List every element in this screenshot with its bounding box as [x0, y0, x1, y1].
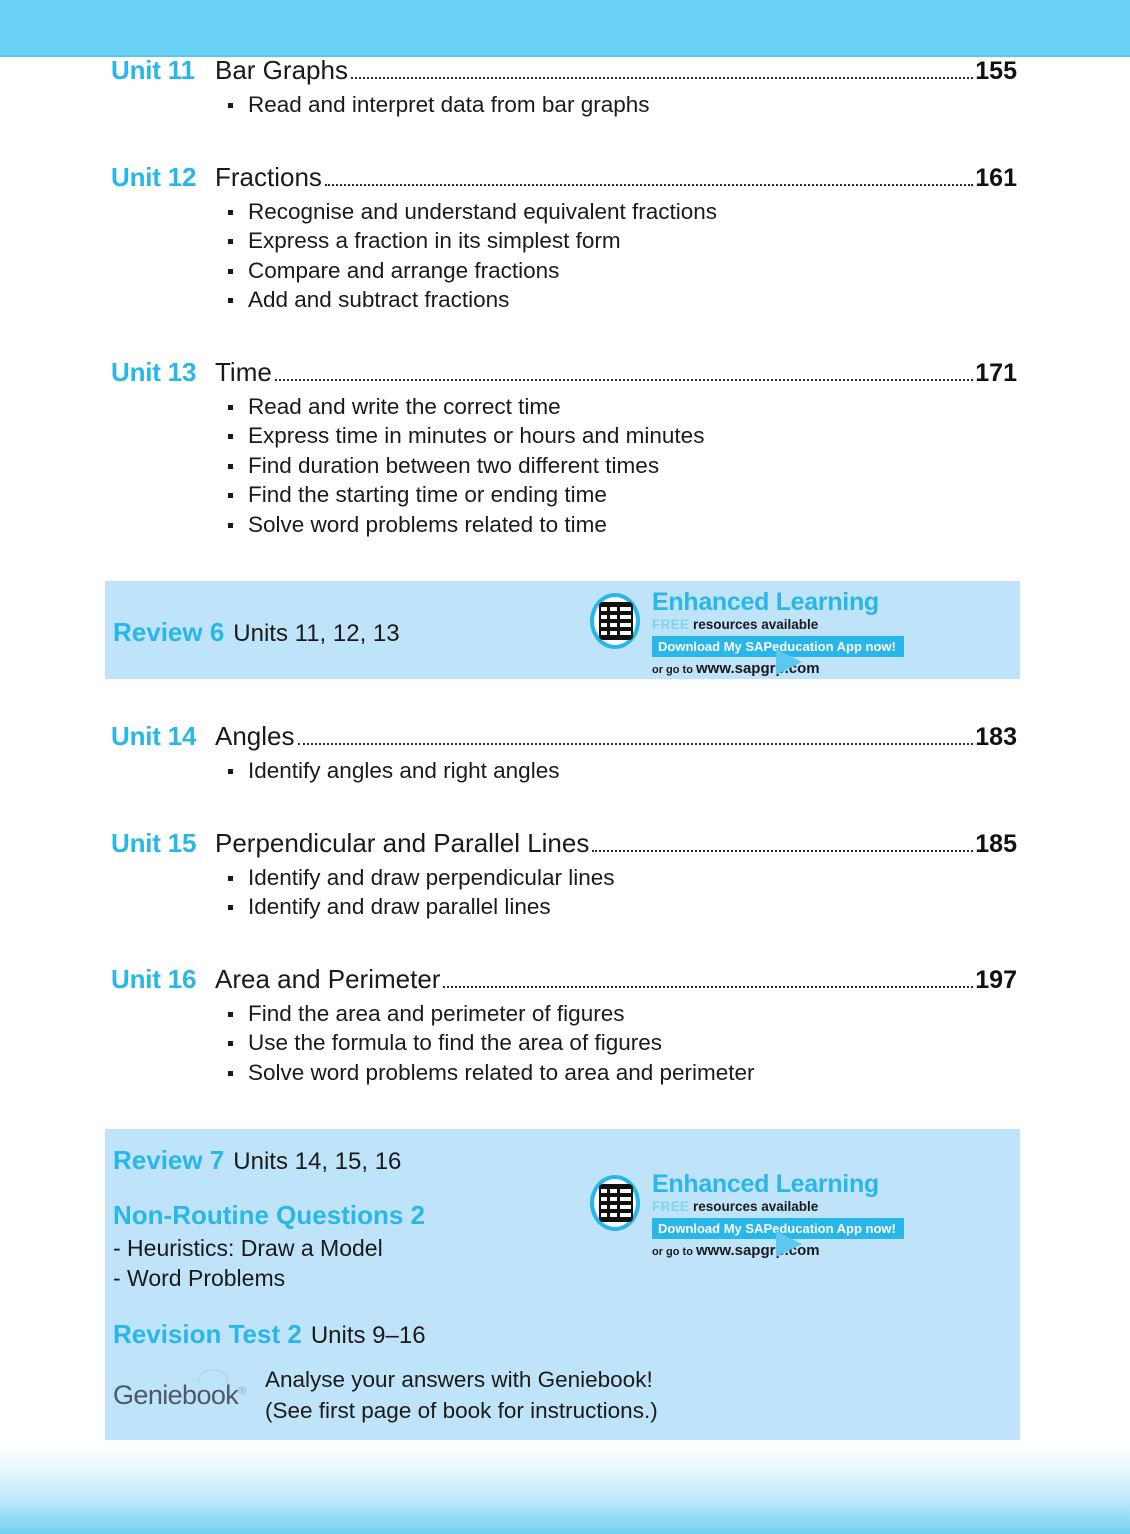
toc-entry-header[interactable]: [0, 357, 1130, 388]
list-item: Read and interpret data from bar graphs: [226, 90, 1130, 120]
review-7-panel: [105, 1129, 1020, 1440]
review-units: Units 14, 15, 16: [233, 1148, 402, 1175]
revision-test-units: Units 9–16: [310, 1322, 426, 1349]
objective-list: [0, 863, 1130, 922]
objective-list: [0, 197, 1130, 315]
dot-leader: [275, 378, 973, 381]
unit-label: Unit 15: [111, 827, 197, 858]
toc-entry-unit-16: [0, 964, 1130, 1088]
page-bottom-band: [0, 1444, 1130, 1534]
arrow-icon: [776, 1231, 802, 1257]
download-app-button[interactable]: Download My SAPeducation App now!: [652, 636, 904, 657]
revision-test-line: [105, 1293, 1020, 1350]
page-top-band: [0, 0, 1130, 57]
resources-text: resources available: [692, 617, 819, 632]
goto-prefix: or go to: [652, 664, 696, 676]
geniebook-row: [105, 1350, 1020, 1426]
review-label: Review 6: [113, 617, 225, 647]
registered-mark: ®: [238, 1384, 246, 1397]
list-item: Solve word problems related to time: [226, 510, 1130, 540]
dot-leader: [351, 76, 973, 79]
page-number: 197: [975, 965, 1017, 994]
geniebook-line: Analyse your answers with Geniebook!: [265, 1367, 653, 1392]
spacer: [0, 1087, 1130, 1129]
spacer: [0, 679, 1130, 721]
list-item: - Heuristics: Draw a Model: [113, 1235, 383, 1261]
toc-entry-header[interactable]: [0, 162, 1130, 193]
toc-entry-header[interactable]: [0, 721, 1130, 752]
unit-title: Angles: [215, 721, 295, 751]
page-number: 183: [975, 723, 1017, 751]
enhanced-learning-subtitle: [652, 1198, 904, 1215]
list-item: Read and write the correct time: [226, 392, 1130, 422]
geniebook-wordmark: Geniebook: [113, 1379, 239, 1410]
toc-entry-unit-13: [0, 357, 1130, 540]
list-item: Find the starting time or ending time: [226, 480, 1130, 510]
spacer: [0, 922, 1130, 964]
free-word: FREE: [652, 617, 690, 632]
review-units: Units 11, 12, 13: [233, 620, 400, 647]
unit-title: Perpendicular and Parallel Lines: [215, 827, 590, 858]
spacer: [0, 120, 1130, 162]
list-item: Find duration between two different times: [226, 451, 1130, 481]
unit-label: Unit 16: [111, 963, 197, 994]
geniebook-logo: [113, 1380, 255, 1411]
download-app-button[interactable]: Download My SAPeducation App now!: [652, 1218, 904, 1239]
non-routine-questions-title: Non-Routine Questions 2: [113, 1200, 425, 1230]
toc-content: [0, 55, 1130, 1507]
abacus-icon: [588, 591, 644, 653]
objective-list: [0, 756, 1130, 786]
review-6-panel: [105, 581, 1020, 679]
objective-list: [0, 392, 1130, 540]
list-item: Find the area and perimeter of figures: [226, 999, 1130, 1029]
resources-text: resources available: [692, 1199, 819, 1214]
toc-entry-header[interactable]: [0, 828, 1130, 859]
page-number: 171: [975, 358, 1017, 387]
toc-entry-unit-15: [0, 828, 1130, 922]
website-url[interactable]: www.sapgrp.com: [696, 660, 820, 677]
arrow-icon: [776, 649, 802, 675]
list-item: Identify angles and right angles: [226, 756, 1130, 786]
toc-entry-unit-11: [0, 55, 1130, 120]
list-item: Use the formula to find the area of figures: [226, 1028, 1130, 1058]
spacer: [0, 539, 1130, 581]
unit-title: Time: [215, 356, 272, 387]
review-label: Review 7: [113, 1145, 225, 1175]
revision-test-label: Revision Test 2: [113, 1319, 302, 1349]
unit-title: Bar Graphs: [215, 55, 348, 85]
dot-leader: [298, 742, 974, 745]
page-number: 185: [975, 829, 1017, 858]
list-item: Express a fraction in its simplest form: [226, 226, 1130, 256]
unit-label: Unit 12: [111, 161, 197, 192]
unit-title: Fractions: [215, 161, 322, 192]
swoosh-icon: [197, 1369, 229, 1383]
list-item: Express time in minutes or hours and minutes: [226, 421, 1130, 451]
enhanced-learning-text: [644, 589, 904, 677]
free-word: FREE: [652, 1199, 690, 1214]
page-number: 161: [975, 163, 1017, 192]
dot-leader: [592, 849, 973, 852]
unit-label: Unit 11: [111, 55, 195, 85]
geniebook-line: (See first page of book for instructions.): [265, 1398, 658, 1423]
unit-title: Area and Perimeter: [215, 963, 441, 994]
enhanced-learning-badge[interactable]: [588, 589, 904, 677]
list-item: Compare and arrange fractions: [226, 256, 1130, 286]
enhanced-learning-subtitle: [652, 616, 904, 633]
spacer: [0, 786, 1130, 828]
website-url[interactable]: www.sapgrp.com: [696, 1242, 820, 1259]
unit-label: Unit 14: [111, 721, 197, 751]
list-item: Add and subtract fractions: [226, 285, 1130, 315]
page-number: 155: [975, 57, 1017, 85]
list-item: Identify and draw perpendicular lines: [226, 863, 1130, 893]
enhanced-learning-title: Enhanced Learning: [652, 1170, 879, 1198]
unit-label: Unit 13: [111, 356, 197, 387]
enhanced-learning-badge[interactable]: [588, 1171, 904, 1259]
dot-leader: [443, 985, 973, 988]
dot-leader: [325, 183, 973, 186]
spacer: [0, 315, 1130, 357]
goto-prefix: or go to: [652, 1246, 696, 1258]
list-item: Identify and draw parallel lines: [226, 892, 1130, 922]
objective-list: [0, 999, 1130, 1088]
toc-entry-header[interactable]: [0, 964, 1130, 995]
list-item: - Word Problems: [113, 1265, 286, 1291]
toc-entry-unit-14: [0, 721, 1130, 786]
enhanced-learning-text: [644, 1171, 904, 1259]
abacus-icon: [588, 1173, 644, 1235]
geniebook-text: [255, 1364, 658, 1426]
enhanced-learning-title: Enhanced Learning: [652, 588, 879, 616]
objective-list: [0, 90, 1130, 120]
toc-entry-header[interactable]: [0, 55, 1130, 86]
list-item: Recognise and understand equivalent fractions: [226, 197, 1130, 227]
list-item: Solve word problems related to area and perimeter: [226, 1058, 1130, 1088]
toc-entry-unit-12: [0, 162, 1130, 315]
